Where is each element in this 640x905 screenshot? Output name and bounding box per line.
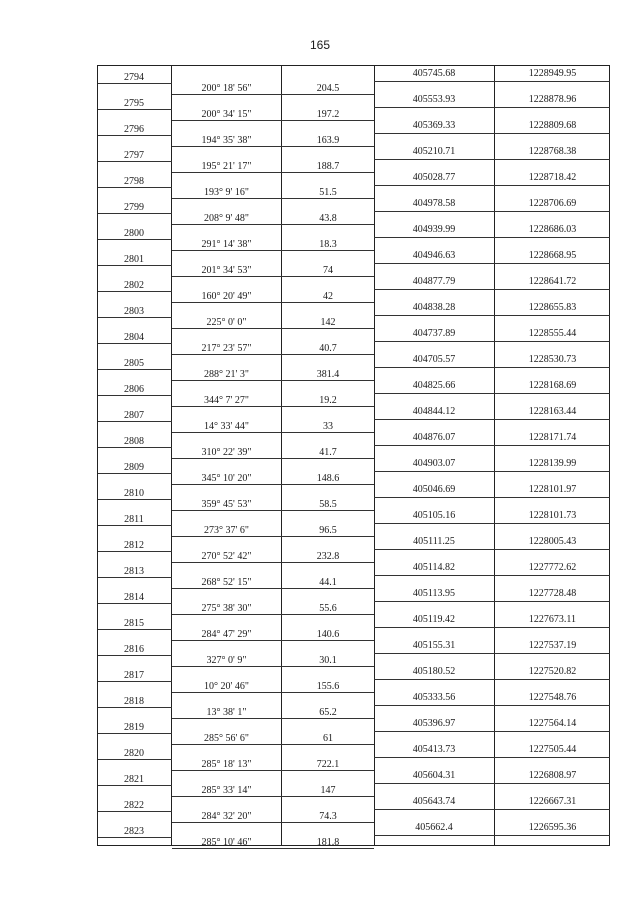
row-separator: [172, 120, 374, 121]
coord-y: 1227673.11: [528, 614, 577, 625]
segment-distance: 381.4: [316, 369, 340, 380]
point-id: 2820: [124, 748, 144, 759]
row-separator: [374, 835, 610, 836]
segment-distance: 55.6: [319, 603, 337, 614]
bearing-angle: 200° 34' 15": [201, 109, 252, 120]
row-separator: [374, 601, 610, 602]
row-separator: [98, 343, 172, 344]
row-separator: [374, 783, 610, 784]
row-separator: [172, 302, 374, 303]
bearing-angle: 327° 0' 9": [206, 655, 247, 666]
segment-distance: 188.7: [316, 161, 340, 172]
coord-x: 405113.95: [412, 588, 456, 599]
point-id: 2808: [124, 436, 144, 447]
segment-distance: 204.5: [316, 83, 340, 94]
bearing-angle: 10° 20' 46": [204, 681, 249, 692]
coord-x: 405180.52: [412, 666, 456, 677]
coord-y: 1228641.72: [528, 276, 577, 287]
row-separator: [172, 380, 374, 381]
row-separator: [98, 707, 172, 708]
bearing-angle: 275° 38' 30": [201, 603, 252, 614]
coord-x: 405745.68: [412, 68, 456, 79]
row-separator: [172, 822, 374, 823]
row-separator: [98, 837, 172, 838]
coord-y: 1226667.31: [528, 796, 577, 807]
bearing-angle: 14° 33' 44": [204, 421, 249, 432]
row-separator: [172, 224, 374, 225]
row-separator: [374, 653, 610, 654]
coord-y: 1227520.82: [528, 666, 577, 677]
row-separator: [374, 731, 610, 732]
coord-x: 405210.71: [412, 146, 456, 157]
coord-x: 404838.28: [412, 302, 456, 313]
coord-y: 1227728.48: [528, 588, 577, 599]
row-separator: [172, 432, 374, 433]
row-separator: [374, 367, 610, 368]
row-separator: [374, 289, 610, 290]
segment-distance: 61: [323, 733, 333, 744]
row-separator: [98, 603, 172, 604]
point-id: 2817: [124, 670, 144, 681]
point-id: 2823: [124, 826, 144, 837]
coord-y: 1228878.96: [528, 94, 577, 105]
row-separator: [98, 317, 172, 318]
segment-distance: 163.9: [316, 135, 340, 146]
row-separator: [374, 705, 610, 706]
segment-distance: 42: [323, 291, 333, 302]
point-id: 2795: [124, 98, 144, 109]
row-separator: [172, 588, 374, 589]
coord-y: 1227772.62: [528, 562, 577, 573]
coord-y: 1227548.76: [528, 692, 577, 703]
coord-x: 404737.89: [412, 328, 456, 339]
point-id: 2807: [124, 410, 144, 421]
bearing-angle: 268° 52' 15": [201, 577, 252, 588]
segment-distance: 722.1: [316, 759, 340, 770]
segment-distance: 33: [323, 421, 333, 432]
coord-y: 1226595.36: [528, 822, 577, 833]
row-separator: [374, 679, 610, 680]
point-id: 2819: [124, 722, 144, 733]
coord-y: 1227505.44: [528, 744, 577, 755]
bearing-angle: 160° 20' 49": [201, 291, 252, 302]
row-separator: [172, 250, 374, 251]
point-id: 2806: [124, 384, 144, 395]
point-id: 2805: [124, 358, 144, 369]
point-id: 2818: [124, 696, 144, 707]
coord-y: 1228530.73: [528, 354, 577, 365]
row-separator: [374, 419, 610, 420]
row-separator: [374, 575, 610, 576]
row-separator: [172, 562, 374, 563]
row-separator: [98, 525, 172, 526]
coord-x: 405046.69: [412, 484, 456, 495]
coord-y: 1228101.73: [528, 510, 577, 521]
row-separator: [172, 692, 374, 693]
point-id: 2797: [124, 150, 144, 161]
coord-x: 405396.97: [412, 718, 456, 729]
point-id: 2822: [124, 800, 144, 811]
coord-x: 404876.07: [412, 432, 456, 443]
coord-x: 404946.63: [412, 250, 456, 261]
row-separator: [172, 94, 374, 95]
bearing-angle: 285° 18' 13": [201, 759, 252, 770]
segment-distance: 30.1: [319, 655, 337, 666]
segment-distance: 142: [320, 317, 336, 328]
row-separator: [374, 237, 610, 238]
row-separator: [172, 484, 374, 485]
row-separator: [98, 655, 172, 656]
row-separator: [374, 263, 610, 264]
bearing-angle: 193° 9' 16": [204, 187, 249, 198]
segment-distance: 19.2: [319, 395, 337, 406]
row-separator: [98, 161, 172, 162]
coord-x: 405553.93: [412, 94, 456, 105]
segment-distance: 58.5: [319, 499, 337, 510]
bearing-angle: 284° 47' 29": [201, 629, 252, 640]
bearing-angle: 201° 34' 53": [201, 265, 252, 276]
segment-distance: 40.7: [319, 343, 337, 354]
coord-y: 1228171.74: [528, 432, 577, 443]
coord-x: 405369.33: [412, 120, 456, 131]
row-separator: [172, 640, 374, 641]
coord-x: 405111.25: [413, 536, 455, 547]
row-separator: [172, 848, 374, 849]
point-id: 2812: [124, 540, 144, 551]
bearing-angle: 208° 9' 48": [204, 213, 249, 224]
row-separator: [98, 499, 172, 500]
row-separator: [172, 276, 374, 277]
row-separator: [374, 757, 610, 758]
segment-distance: 18.3: [319, 239, 337, 250]
coord-x: 405604.31: [412, 770, 456, 781]
row-separator: [98, 811, 172, 812]
coord-y: 1228949.95: [528, 68, 577, 79]
point-id: 2816: [124, 644, 144, 655]
point-id: 2815: [124, 618, 144, 629]
survey-points-table: [97, 65, 610, 846]
point-id: 2814: [124, 592, 144, 603]
bearing-angle: 270° 52' 42": [201, 551, 252, 562]
bearing-angle: 345° 10' 20": [201, 473, 252, 484]
coord-x: 404705.57: [412, 354, 456, 365]
row-separator: [374, 471, 610, 472]
point-id: 2810: [124, 488, 144, 499]
coord-x: 404877.79: [412, 276, 456, 287]
row-separator: [172, 328, 374, 329]
coord-x: 404978.58: [412, 198, 456, 209]
bearing-angle: 13° 38' 1": [206, 707, 247, 718]
segment-distance: 197.2: [316, 109, 340, 120]
point-id: 2798: [124, 176, 144, 187]
segment-distance: 41.7: [319, 447, 337, 458]
row-separator: [374, 627, 610, 628]
bearing-angle: 273° 37' 6": [204, 525, 249, 536]
row-separator: [98, 213, 172, 214]
row-separator: [98, 577, 172, 578]
row-separator: [98, 629, 172, 630]
segment-distance: 65.2: [319, 707, 337, 718]
row-separator: [374, 185, 610, 186]
coord-x: 405155.31: [412, 640, 456, 651]
point-id: 2809: [124, 462, 144, 473]
row-separator: [98, 291, 172, 292]
coord-x: 405119.42: [412, 614, 456, 625]
row-separator: [172, 354, 374, 355]
row-separator: [172, 614, 374, 615]
row-separator: [98, 447, 172, 448]
bearing-angle: 284° 32' 20": [201, 811, 252, 822]
coord-x: 405333.56: [412, 692, 456, 703]
segment-distance: 232.8: [316, 551, 340, 562]
coord-x: 405114.82: [412, 562, 456, 573]
row-separator: [172, 510, 374, 511]
row-separator: [98, 421, 172, 422]
bearing-angle: 285° 10' 46": [201, 837, 252, 848]
bearing-angle: 225° 0' 0": [206, 317, 247, 328]
row-separator: [374, 445, 610, 446]
row-separator: [374, 159, 610, 160]
row-separator: [98, 239, 172, 240]
bearing-angle: 217° 23' 57": [201, 343, 252, 354]
segment-distance: 96.5: [319, 525, 337, 536]
bearing-angle: 194° 35' 38": [201, 135, 252, 146]
segment-distance: 44.1: [319, 577, 337, 588]
segment-distance: 181.8: [316, 837, 340, 848]
coord-y: 1228101.97: [528, 484, 577, 495]
row-separator: [374, 549, 610, 550]
row-separator: [98, 551, 172, 552]
point-id: 2804: [124, 332, 144, 343]
coord-x: 405105.16: [412, 510, 456, 521]
row-separator: [172, 718, 374, 719]
coord-y: 1228555.44: [528, 328, 577, 339]
row-separator: [172, 744, 374, 745]
row-separator: [172, 666, 374, 667]
row-separator: [172, 458, 374, 459]
row-separator: [172, 770, 374, 771]
coord-y: 1227564.14: [528, 718, 577, 729]
segment-distance: 147: [320, 785, 336, 796]
row-separator: [98, 681, 172, 682]
coord-x: 405028.77: [412, 172, 456, 183]
segment-distance: 148.6: [316, 473, 340, 484]
coord-y: 1228005.43: [528, 536, 577, 547]
point-id: 2813: [124, 566, 144, 577]
coord-y: 1228655.83: [528, 302, 577, 313]
row-separator: [98, 785, 172, 786]
row-separator: [374, 211, 610, 212]
coord-y: 1226808.97: [528, 770, 577, 781]
coord-x: 404844.12: [412, 406, 456, 417]
row-separator: [374, 133, 610, 134]
point-id: 2796: [124, 124, 144, 135]
row-separator: [374, 107, 610, 108]
segment-distance: 74: [323, 265, 333, 276]
segment-distance: 43.8: [319, 213, 337, 224]
row-separator: [98, 265, 172, 266]
row-separator: [374, 81, 610, 82]
row-separator: [374, 523, 610, 524]
row-separator: [98, 83, 172, 84]
bearing-angle: 344° 7' 27": [204, 395, 249, 406]
row-separator: [374, 497, 610, 498]
coord-y: 1228168.69: [528, 380, 577, 391]
bearing-angle: 285° 33' 14": [201, 785, 252, 796]
bearing-angle: 291° 14' 38": [201, 239, 252, 250]
row-separator: [172, 198, 374, 199]
row-separator: [172, 172, 374, 173]
coord-y: 1228668.95: [528, 250, 577, 261]
row-separator: [374, 809, 610, 810]
point-id: 2811: [124, 514, 144, 525]
row-separator: [98, 733, 172, 734]
coord-y: 1228706.69: [528, 198, 577, 209]
bearing-angle: 288° 21' 3": [204, 369, 249, 380]
coord-y: 1227537.19: [528, 640, 577, 651]
coord-y: 1228686.03: [528, 224, 577, 235]
segment-distance: 74.3: [319, 811, 337, 822]
row-separator: [172, 536, 374, 537]
segment-distance: 155.6: [316, 681, 340, 692]
row-separator: [98, 187, 172, 188]
point-id: 2802: [124, 280, 144, 291]
segment-distance: 51.5: [319, 187, 337, 198]
row-separator: [172, 406, 374, 407]
bearing-angle: 359° 45' 53": [201, 499, 252, 510]
coord-y: 1228809.68: [528, 120, 577, 131]
row-separator: [374, 393, 610, 394]
coord-x: 404825.66: [412, 380, 456, 391]
coord-y: 1228163.44: [528, 406, 577, 417]
page-number: 165: [309, 38, 331, 52]
bearing-angle: 200° 18' 56": [201, 83, 252, 94]
coord-x: 405662.4: [415, 822, 453, 833]
row-separator: [374, 341, 610, 342]
segment-distance: 140.6: [316, 629, 340, 640]
point-id: 2800: [124, 228, 144, 239]
coord-x: 404939.99: [412, 224, 456, 235]
row-separator: [374, 315, 610, 316]
coord-y: 1228139.99: [528, 458, 577, 469]
row-separator: [98, 135, 172, 136]
coord-x: 405643.74: [412, 796, 456, 807]
point-id: 2821: [124, 774, 144, 785]
point-id: 2803: [124, 306, 144, 317]
row-separator: [98, 369, 172, 370]
point-id: 2794: [124, 72, 144, 83]
point-id: 2801: [124, 254, 144, 265]
coord-x: 404903.07: [412, 458, 456, 469]
bearing-angle: 310° 22' 39": [201, 447, 252, 458]
row-separator: [98, 395, 172, 396]
row-separator: [172, 796, 374, 797]
row-separator: [98, 473, 172, 474]
row-separator: [172, 146, 374, 147]
coord-y: 1228768.38: [528, 146, 577, 157]
row-separator: [98, 109, 172, 110]
coord-y: 1228718.42: [528, 172, 577, 183]
row-separator: [98, 759, 172, 760]
bearing-angle: 285° 56' 6": [204, 733, 249, 744]
coord-x: 405413.73: [412, 744, 456, 755]
bearing-angle: 195° 21' 17": [201, 161, 252, 172]
point-id: 2799: [124, 202, 144, 213]
